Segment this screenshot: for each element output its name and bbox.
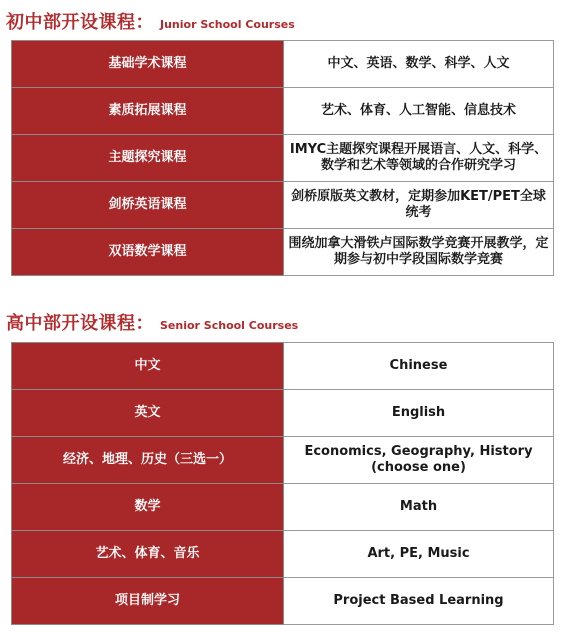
- course-name: 项目制学习: [12, 578, 284, 625]
- table-row: [12, 484, 554, 531]
- course-description: 剑桥原版英文教材，定期参加KET/PET全球统考: [284, 182, 554, 229]
- senior-title: 高中部开设课程：: [6, 313, 154, 334]
- course-name: 双语数学课程: [12, 229, 284, 276]
- course-description: 中文、英语、数学、科学、人文: [284, 41, 554, 88]
- course-name: 中文: [12, 343, 284, 390]
- senior-courses-table: [11, 342, 554, 625]
- course-name: 素质拓展课程: [12, 88, 284, 135]
- course-name: 艺术、体育、音乐: [12, 531, 284, 578]
- table-row: [12, 531, 554, 578]
- course-description: Economics, Geography, History (choose one): [284, 437, 554, 484]
- course-description: 艺术、体育、人工智能、信息技术: [284, 88, 554, 135]
- course-description: Math: [284, 484, 554, 531]
- course-description: IMYC主题探究课程开展语言、人文、科学、数学和艺术等领域的合作研究学习: [284, 135, 554, 182]
- course-name: 剑桥英语课程: [12, 182, 284, 229]
- table-row: [12, 578, 554, 625]
- table-row: [12, 390, 554, 437]
- table-row: [12, 229, 554, 276]
- table-row: [12, 41, 554, 88]
- course-name: 数学: [12, 484, 284, 531]
- junior-title: 初中部开设课程：: [6, 12, 154, 33]
- table-row: [12, 135, 554, 182]
- course-description: 围绕加拿大滑铁卢国际数学竞赛开展教学，定期参与初中学段国际数学竞赛: [284, 229, 554, 276]
- course-name: 经济、地理、历史（三选一）: [12, 437, 284, 484]
- course-description: English: [284, 390, 554, 437]
- course-description: Project Based Learning: [284, 578, 554, 625]
- course-description: Art, PE, Music: [284, 531, 554, 578]
- course-description: Chinese: [284, 343, 554, 390]
- table-row: [12, 437, 554, 484]
- course-name: 英文: [12, 390, 284, 437]
- course-name: 基础学术课程: [12, 41, 284, 88]
- table-row: [12, 343, 554, 390]
- course-name: 主题探究课程: [12, 135, 284, 182]
- senior-heading: [6, 309, 298, 335]
- senior-subtitle: Senior School Courses: [160, 319, 299, 332]
- junior-subtitle: Junior School Courses: [160, 18, 295, 31]
- junior-heading: [6, 8, 295, 34]
- table-row: [12, 182, 554, 229]
- table-row: [12, 88, 554, 135]
- junior-courses-table: [11, 40, 554, 276]
